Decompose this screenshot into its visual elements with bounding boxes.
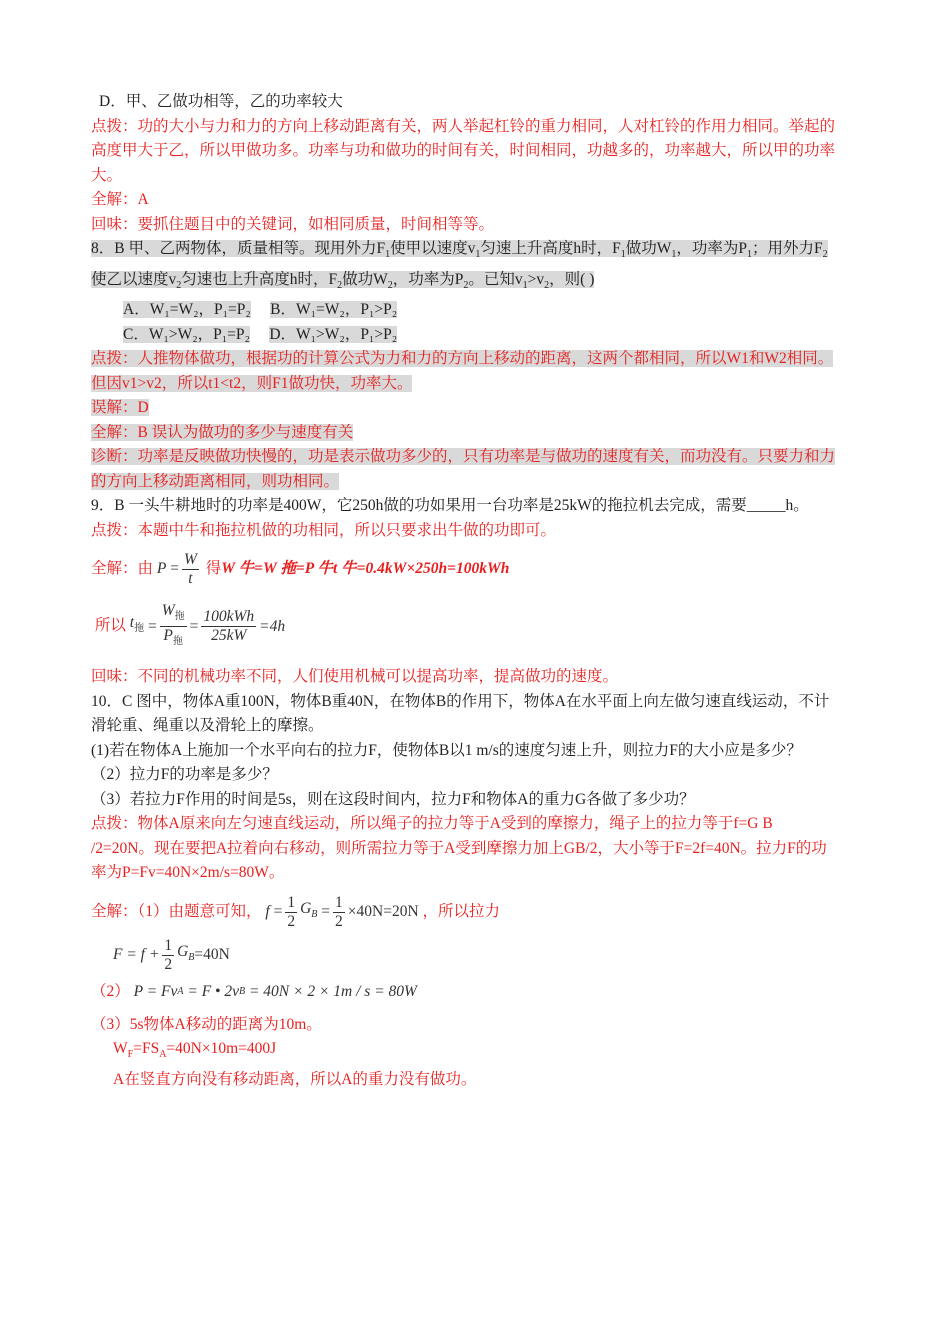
power-calc-formula: P = Fv A = F • 2v B = 40N × 2 × 1m / s = 80W — [133, 983, 417, 1001]
force-formula: F = f + $\frac{1}{2}$ $G_B$ =40N — [113, 936, 230, 973]
power-formula: P = $\frac{W}{t}$ — [156, 551, 197, 588]
question-9: 9．B 一头牛耕地时的功率是400W，它250h做的功如果用一台功率是25kW的拖拉机去完成，需要_____h。 — [91, 497, 809, 515]
answer-q10-part3: （3）5s物体A移动的距离为10m。 — [91, 1015, 322, 1033]
option-d-q7: D．甲、乙做功相等，乙的功率较大 — [99, 93, 343, 110]
answer-q9-line2: 所以 $t_拖$ = $\frac{W_拖}{P_拖}$ = $\frac{\text{100kWh}}{25kW}$ =4h — [91, 602, 839, 651]
question-8: 8．B 甲、乙两物体，质量相等。现用外力$F_1$使甲以速度$v_1$匀速上升高度h时，$F_1$做功$W_1$，功率为$P_1$；用外力$F_2$使乙以速度$v_2$匀速也上升高度h时，$F_2$做功$W_2$，功率为$P_2$。已知$v_1>v_2$，则( ) — [91, 240, 828, 291]
work-force: $W_F=FS_A=40N\times 10m=400J$ — [113, 1040, 277, 1061]
answer-q7: 全解：A — [91, 191, 149, 208]
document-page — [91, 90, 839, 1092]
review-q9: 回味：不同的机械功率不同，人们使用机械可以提高功率，提高做功的速度。 — [91, 668, 619, 686]
answer-q10-part1: 全解：（1）由题意可知， f = $\frac{1}{2}$ $G_B$ = $\frac{1}{2}$ ×40N =20N ，所以拉力 — [91, 893, 501, 930]
time-formula: $t_拖$ = $\frac{W_拖}{P_拖}$ = $\frac{\text{100kWh}}{25kW}$ =4h — [129, 602, 286, 648]
answer-q10-force — [91, 937, 839, 974]
review-q7: 回味：要抓住题目中的关键词，如相同质量，时间相等等。 — [91, 215, 495, 233]
options-cd-q8: C．W₁>W₂，P₁=P₂ D．W₁>W₂，P₁>P₂ — [123, 325, 398, 343]
wrong-answer-q8: 误解：D — [91, 399, 149, 417]
question-10-part1: (1)若在物体A上施加一个水平向右的拉力F，使物体B以1 m/s的速度匀速上升，则拉力F的大小应是多少？ — [91, 741, 802, 759]
hint-q9: 点拨：本题中牛和拖拉机做的功相同，所以只要求出牛做的功即可。 — [91, 521, 557, 539]
work-gravity: A在竖直方向没有移动距离，所以A的重力没有做功。 — [113, 1070, 477, 1088]
hint-q7: 点拨：功的大小与力和力的方向上移动距离有关，两人举起杠铃的重力相同，人对杠铃的作用力相同。举起的高度甲大于乙，所以甲做功多。功率与功和做功的时间有关，时间相同，功越多的，功率越大，所以甲的功率大。 — [91, 117, 836, 184]
question-10-part3: （3）若拉力F作用的时间是5s，则在这段时间内，拉力F和物体A的重力G各做了多少功？ — [91, 790, 695, 808]
friction-formula: f = $\frac{1}{2}$ $G_B$ = $\frac{1}{2}$ ×40N =20N — [265, 893, 419, 930]
answer-q8: 全解：B 误认为做功的多少与速度有关 — [91, 423, 354, 441]
hint-q10: 点拨：物体A原来向左匀速直线运动，所以绳子的拉力等于A受到的摩擦力，绳子上的拉力等于f=G B /2=20N。现在要把A拉着向右移动，则所需拉力等于A受到摩擦力加上GB/2，大小等于F=2f=40N。拉力F的功率为P=Fv=40N×2m/s=80W。 — [91, 815, 827, 882]
question-10: 10．C 图中，物体A重100N，物体B重40N，在物体B的作用下，物体A在水平面上向左做匀速直线运动，不计滑轮重、绳重以及滑轮上的摩擦。 — [91, 692, 830, 735]
options-ab-q8: A．W₁=W₂，P₁=P₂ B．W₁=W₂，P₁>P₂ — [123, 301, 398, 319]
question-10-part2: （2）拉力F的功率是多少？ — [91, 766, 278, 784]
diagnosis-q8: 诊断：功率是反映做功快慢的，功是表示做功多少的，只有功率是与做功的速度有关，而功没有。只要力和力的方向上移动距离相同，则功相同。 — [91, 448, 836, 490]
hint-q8: 点拨：人推物体做功，根据功的计算公式为力和力的方向上移动的距离，这两个都相同，所以W1和W2相同。但因v1>v2，所以t1<t2，则F1做功快，功率大。 — [91, 350, 834, 392]
answer-q9-line1: 全解：由 P = $\frac{W}{t}$ 得W 牛=W 拖=P 牛t 牛=0.4kW×250h=100kWh — [91, 551, 510, 588]
answer-q10-part2: （2） P = Fv A = F • 2v B = 40N × 2 × 1m / s = 80W — [91, 980, 839, 1005]
